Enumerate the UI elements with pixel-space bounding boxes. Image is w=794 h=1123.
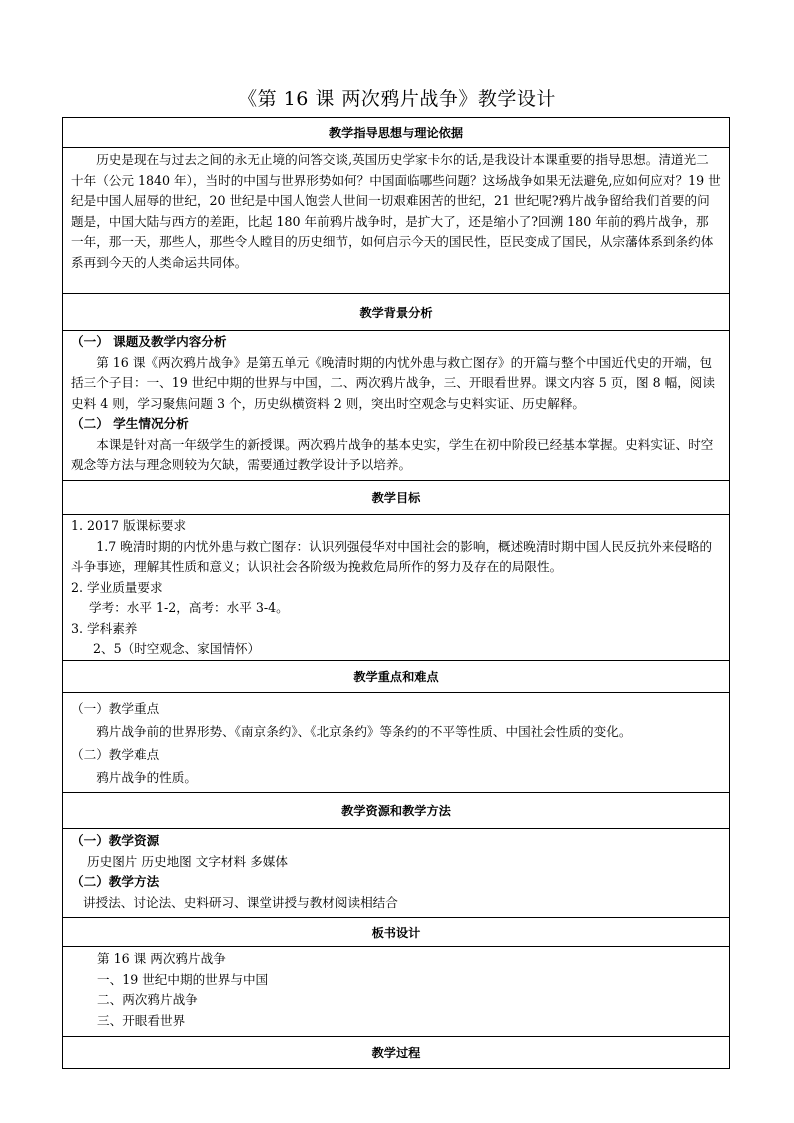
goals-item2-body: 学考：水平 1-2，高考：水平 3-4。 xyxy=(89,600,289,615)
goals-item3: 3. 学科素养 xyxy=(71,620,138,636)
section-header-resources xyxy=(63,793,730,829)
keypoints-focus-body: 鸦片战争前的世界形势、《南京条约》、《北京条约》等条约的不平等性质、中国社会性质的变化。 xyxy=(96,724,632,739)
section-header-background xyxy=(63,294,730,331)
goals-item3-body: 2、5（时空观念、家国情怀） xyxy=(93,641,261,656)
resources-method-body: 讲授法、讨论法、史料研习、课堂讲授与教材阅读相结合 xyxy=(83,894,398,910)
section-header-process xyxy=(63,1037,730,1069)
lesson-plan-table xyxy=(62,117,730,1069)
goals-item1: 1. 2017 版课标要求 xyxy=(71,518,187,533)
keypoints-difficulty-title: （二）教学难点 xyxy=(71,747,160,762)
section-header-board xyxy=(63,918,730,947)
background-sub1-title: （一） 课题及教学内容分析 xyxy=(71,334,227,349)
resources-heading: 教学资源和教学方法 xyxy=(63,793,730,829)
section-body-keypoints xyxy=(63,693,730,793)
goals-item1-body: 1.7 晚清时期的内忧外患与救亡图存：认识列强侵华对中国社会的影响，概述晚清时期中国人民反抗外来侵略的斗争事迹，理解其性质和意义；认识社会各阶级为挽救危局所作的努力及存在的局限性。 xyxy=(71,538,713,574)
resources-res-title: （一）教学资源 xyxy=(71,833,160,848)
section-header-guide xyxy=(63,118,730,148)
guide-paragraph: 历史是现在与过去之间的永无止境的问答交谈,英国历史学家卡尔的话,是我设计本课重要的指导思想。清道光二十年（公元 1840 年），当时的中国与世界形势如何？中国面临哪些问题？这场战争如果无法避免,应如何应对？19 世纪是中国人屈辱的世纪，20 世纪是中国人饱尝人世间一切艰难困苦的世纪，21 世纪呢?鸦片战争留给我们首要的问题是，中国大陆与西方的差距，比起 180 年前鸦片战争时，是扩大了，还是缩小了?回溯 180 年前的鸦片战争，那一年，那一天，那些人，那些令人瞠目的历史细节，如何启示今天的国民性，臣民变成了国民，从宗藩体系到条约体系再到今天的人类命运共同体。 xyxy=(71,152,721,270)
background-sub2-body: 本课是针对高一年级学生的新授课。两次鸦片战争的基本史实，学生在初中阶段已经基本掌握。史料实证、时空观念等方法与理念则较为欠缺，需要通过教学设计予以培养。 xyxy=(71,436,714,472)
process-heading: 教学过程 xyxy=(63,1037,730,1069)
goals-heading: 教学目标 xyxy=(63,481,730,515)
board-line-2: 一、19 世纪中期的世界与中国 xyxy=(97,971,269,987)
background-sub2-title: （二） 学生情况分析 xyxy=(71,416,189,431)
section-body-background xyxy=(63,331,730,481)
section-body-resources xyxy=(63,829,730,918)
keypoints-heading: 教学重点和难点 xyxy=(63,661,730,693)
section-header-goals xyxy=(63,481,730,515)
section-header-keypoints xyxy=(63,661,730,693)
board-line-3: 二、两次鸦片战争 xyxy=(97,992,198,1007)
keypoints-difficulty-body: 鸦片战争的性质。 xyxy=(96,770,197,785)
resources-method-title: （二）教学方法 xyxy=(71,874,160,889)
goals-item2: 2. 学业质量要求 xyxy=(71,579,163,595)
keypoints-focus-title: （一）教学重点 xyxy=(71,701,160,716)
board-line-1: 第 16 课 两次鸦片战争 xyxy=(97,951,226,966)
section-body-goals xyxy=(63,515,730,661)
background-heading: 教学背景分析 xyxy=(63,294,730,331)
section-body-board xyxy=(63,947,730,1037)
resources-res-body: 历史图片 历史地图 文字材料 多媒体 xyxy=(87,853,288,869)
section-body-guide xyxy=(63,148,730,294)
document-title: 《第 16 课 两次鸦片战争》教学设计 xyxy=(238,88,556,110)
board-heading: 板书设计 xyxy=(63,918,730,947)
board-line-4: 三、开眼看世界 xyxy=(97,1012,186,1028)
background-sub1-body: 第 16 课《两次鸦片战争》是第五单元《晚清时期的内忧外患与救亡图存》的开篇与整个中国近代史的开端，包括三个子目：一、19 世纪中期的世界与中国，二、两次鸦片战争，三、开眼看世界。课文内容 5 页，图 8 幅，阅读史料 4 则，学习聚焦问题 3 个，历史纵横资料 2 则，突出时空观念与史料实证、历史解释。 xyxy=(71,354,715,411)
guide-heading: 教学指导思想与理论依据 xyxy=(63,118,730,148)
